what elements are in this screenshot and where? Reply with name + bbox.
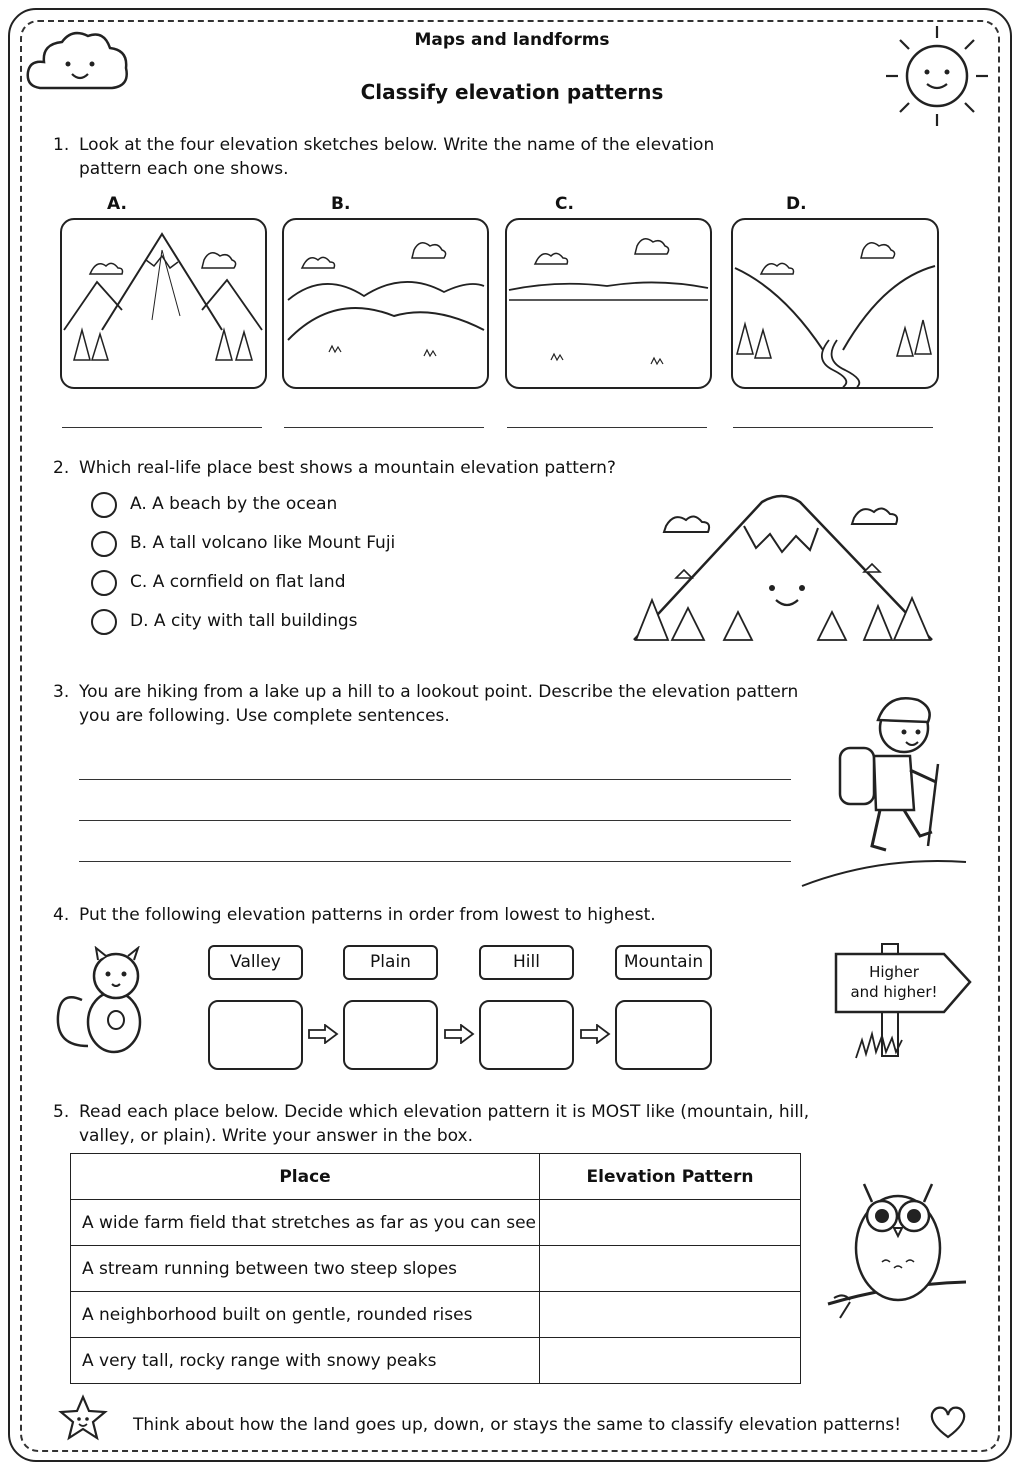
option-d bbox=[130, 611, 358, 631]
column-header-place: Place bbox=[71, 1154, 540, 1200]
sketch-label-a: A. bbox=[107, 194, 127, 214]
order-box-1[interactable] bbox=[208, 1000, 303, 1070]
hiker-icon bbox=[800, 686, 968, 890]
answer-line-a[interactable] bbox=[62, 427, 262, 428]
question-text: Put the following elevation patterns in order from lowest to highest. bbox=[79, 905, 656, 925]
option-a-radio[interactable] bbox=[91, 492, 117, 518]
question-5-cont: valley, or plain). Write your answer in the box. bbox=[79, 1126, 473, 1146]
table-row bbox=[71, 1246, 801, 1292]
sketch-label-b: B. bbox=[331, 194, 351, 214]
heart-icon bbox=[928, 1404, 968, 1440]
page-title: Classify elevation patterns bbox=[360, 80, 664, 104]
option-a bbox=[130, 494, 337, 514]
question-number: 2. bbox=[53, 458, 70, 478]
answer-cell[interactable] bbox=[540, 1338, 801, 1384]
sign-line: and higher! bbox=[850, 983, 938, 1001]
question-text: You are hiking from a lake up a hill to a lookout point. Describe the elevation pattern bbox=[79, 682, 799, 702]
word-box-plain[interactable]: Plain bbox=[343, 945, 438, 980]
arrow-right-icon bbox=[579, 1024, 611, 1044]
sketch-label-d: D. bbox=[786, 194, 807, 214]
sketch-label-c: C. bbox=[555, 194, 574, 214]
question-1 bbox=[53, 133, 714, 157]
question-text: Look at the four elevation sketches below. Write the name of the elevation bbox=[79, 135, 715, 155]
answer-cell[interactable] bbox=[540, 1200, 801, 1246]
answer-cell[interactable] bbox=[540, 1292, 801, 1338]
question-number: 1. bbox=[53, 135, 70, 155]
question-number: 3. bbox=[53, 682, 70, 702]
table-row bbox=[71, 1200, 801, 1246]
question-2 bbox=[53, 456, 616, 480]
answer-line-d[interactable] bbox=[733, 427, 933, 428]
option-d-radio[interactable] bbox=[91, 609, 117, 635]
option-letter: C. bbox=[130, 572, 148, 592]
option-b bbox=[130, 533, 395, 553]
subject-heading: Maps and landforms bbox=[414, 30, 610, 50]
smiling-star-icon bbox=[58, 1394, 108, 1442]
sign-line: Higher bbox=[869, 963, 919, 981]
order-box-3[interactable] bbox=[479, 1000, 574, 1070]
word-box-valley[interactable]: Valley bbox=[208, 945, 303, 980]
place-cell: A neighborhood built on gentle, rounded rises bbox=[71, 1292, 540, 1338]
option-c bbox=[130, 572, 346, 592]
writing-line[interactable] bbox=[79, 861, 791, 862]
sign-text bbox=[836, 962, 952, 1002]
option-text: A tall volcano like Mount Fuji bbox=[152, 533, 396, 553]
option-b-radio[interactable] bbox=[91, 531, 117, 557]
option-letter: B. bbox=[130, 533, 148, 553]
answer-cell[interactable] bbox=[540, 1246, 801, 1292]
table-header-row bbox=[71, 1154, 801, 1200]
arrow-right-icon bbox=[443, 1024, 475, 1044]
word-box-mountain[interactable]: Mountain bbox=[615, 945, 712, 980]
question-4 bbox=[53, 903, 656, 927]
word-box-hill[interactable]: Hill bbox=[479, 945, 574, 980]
question-5 bbox=[53, 1100, 809, 1124]
answer-line-b[interactable] bbox=[284, 427, 484, 428]
squirrel-icon bbox=[52, 946, 152, 1058]
writing-line[interactable] bbox=[79, 820, 791, 821]
arrow-right-icon bbox=[307, 1024, 339, 1044]
place-cell: A wide farm field that stretches as far as you can see bbox=[71, 1200, 540, 1246]
place-cell: A stream running between two steep slopes bbox=[71, 1246, 540, 1292]
footer-tip: Think about how the land goes up, down, or stays the same to classify elevation patterns! bbox=[133, 1415, 902, 1435]
option-letter: D. bbox=[130, 611, 149, 631]
option-text: A city with tall buildings bbox=[153, 611, 358, 631]
question-3-cont: you are following. Use complete sentences. bbox=[79, 706, 450, 726]
option-text: A cornfield on flat land bbox=[152, 572, 346, 592]
mountain-sketch bbox=[60, 218, 267, 389]
question-3 bbox=[53, 680, 798, 704]
owl-icon bbox=[826, 1172, 968, 1324]
writing-line[interactable] bbox=[79, 779, 791, 780]
places-table bbox=[70, 1153, 801, 1384]
hills-sketch bbox=[282, 218, 489, 389]
question-number: 5. bbox=[53, 1102, 70, 1122]
question-1-cont: pattern each one shows. bbox=[79, 159, 289, 179]
smiling-mountain-icon bbox=[632, 488, 934, 646]
question-number: 4. bbox=[53, 905, 70, 925]
option-letter: A. bbox=[130, 494, 147, 514]
signpost-icon bbox=[832, 940, 974, 1064]
order-box-4[interactable] bbox=[615, 1000, 712, 1070]
order-box-2[interactable] bbox=[343, 1000, 438, 1070]
table-row bbox=[71, 1338, 801, 1384]
table-row bbox=[71, 1292, 801, 1338]
option-text: A beach by the ocean bbox=[152, 494, 338, 514]
valley-sketch bbox=[731, 218, 939, 389]
option-c-radio[interactable] bbox=[91, 570, 117, 596]
place-cell: A very tall, rocky range with snowy peaks bbox=[71, 1338, 540, 1384]
question-text: Read each place below. Decide which elevation pattern it is MOST like (mountain, hill, bbox=[79, 1102, 810, 1122]
plain-sketch bbox=[505, 218, 712, 389]
question-text: Which real-life place best shows a mountain elevation pattern? bbox=[79, 458, 616, 478]
column-header-pattern: Elevation Pattern bbox=[540, 1154, 801, 1200]
answer-line-c[interactable] bbox=[507, 427, 707, 428]
